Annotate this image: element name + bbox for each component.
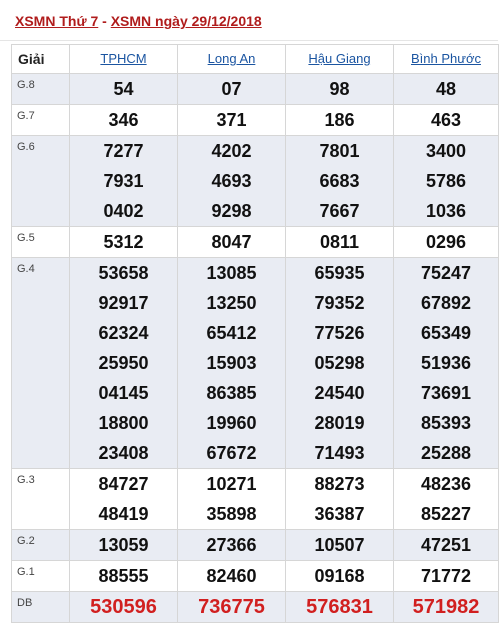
prize-number: 79352	[314, 293, 365, 313]
prize-cell	[70, 74, 178, 105]
prize-row-g1	[12, 561, 499, 592]
province-link-hau-giang[interactable]: Hậu Giang	[308, 51, 371, 66]
prize-label: G.2	[12, 530, 70, 561]
prize-cell	[286, 592, 394, 623]
prize-number: 04145	[98, 383, 149, 403]
prize-number: 65412	[206, 323, 257, 343]
prize-number: 463	[430, 110, 462, 130]
prize-cell	[70, 105, 178, 136]
prize-cell	[394, 227, 499, 258]
prize-number: 186	[324, 110, 355, 130]
prize-number: 4202	[211, 141, 252, 161]
prize-number: 27366	[206, 535, 257, 555]
prize-cell	[286, 561, 394, 592]
prize-number: 9298	[211, 201, 252, 221]
prize-cell	[286, 469, 394, 530]
prize-label: G.3	[12, 469, 70, 530]
prize-number: 24540	[314, 383, 365, 403]
prize-cell	[286, 136, 394, 227]
province-header-binh-phuoc	[394, 45, 499, 74]
prize-number: 15903	[206, 353, 257, 373]
prize-number: 82460	[206, 566, 257, 586]
prize-number: 48236	[420, 474, 472, 494]
prize-cell	[70, 136, 178, 227]
prize-row-db	[12, 592, 499, 623]
prize-number: 18800	[98, 413, 149, 433]
prize-number: 85227	[420, 504, 472, 524]
province-header-tphcm	[70, 45, 178, 74]
prize-cell	[178, 105, 286, 136]
prize-cell	[178, 136, 286, 227]
prize-cell	[394, 105, 499, 136]
header-row	[12, 45, 499, 74]
prize-number: 19960	[206, 413, 257, 433]
prize-number: 35898	[206, 504, 257, 524]
prize-number: 7801	[319, 141, 360, 161]
prize-number: 6683	[319, 171, 360, 191]
prize-number: 13250	[206, 293, 257, 313]
province-header-long-an	[178, 45, 286, 74]
prize-row-g5	[12, 227, 499, 258]
prize-label: DB	[12, 592, 70, 623]
xsmn-date-link[interactable]: XSMN ngày 29/12/2018	[110, 13, 262, 29]
prize-label: G.6	[12, 136, 70, 227]
prize-cell	[178, 561, 286, 592]
prize-number: 09168	[314, 566, 365, 586]
prize-number: 0402	[103, 201, 144, 221]
prize-number: 0811	[319, 232, 360, 252]
prize-number: 88555	[98, 566, 149, 586]
prize-number: 65935	[314, 263, 365, 283]
results-title	[15, 13, 262, 29]
prize-number: 5312	[103, 232, 144, 252]
prize-number: 7931	[103, 171, 144, 191]
prize-number: 13085	[206, 263, 257, 283]
prize-number: 3400	[425, 141, 467, 161]
prize-number: 54	[113, 79, 134, 99]
prize-number: 86385	[206, 383, 257, 403]
prize-cell	[394, 592, 499, 623]
prize-number: 84727	[98, 474, 149, 494]
prize-number: 7667	[319, 201, 360, 221]
prize-number: 47251	[420, 535, 472, 555]
prize-number: 7277	[103, 141, 144, 161]
prize-number: 576831	[306, 596, 373, 618]
prize-row-g2	[12, 530, 499, 561]
prize-number: 5786	[425, 171, 467, 191]
prize-number: 36387	[314, 504, 365, 524]
prize-row-g3	[12, 469, 499, 530]
prize-cell	[286, 530, 394, 561]
prize-cell	[178, 258, 286, 469]
prize-number: 67672	[206, 443, 257, 463]
prize-cell	[178, 592, 286, 623]
prize-cell	[70, 592, 178, 623]
prize-number: 25950	[98, 353, 149, 373]
title-separator: -	[102, 13, 107, 29]
province-link-binh-phuoc[interactable]: Bình Phước	[411, 51, 481, 66]
prize-number: 88273	[314, 474, 365, 494]
prize-label: G.5	[12, 227, 70, 258]
prize-label: G.8	[12, 74, 70, 105]
prize-number: 10271	[206, 474, 257, 494]
prize-number: 23408	[98, 443, 149, 463]
prize-cell	[178, 74, 286, 105]
results-table	[11, 44, 499, 623]
province-link-tphcm[interactable]: TPHCM	[100, 51, 147, 66]
prize-number: 736775	[198, 596, 265, 618]
prize-number: 0296	[425, 232, 467, 252]
prize-row-g4	[12, 258, 499, 469]
prize-number: 8047	[211, 232, 252, 252]
prize-number: 4693	[211, 171, 252, 191]
prize-cell	[70, 530, 178, 561]
prize-cell	[70, 561, 178, 592]
prize-number: 25288	[420, 443, 472, 463]
prize-cell	[70, 469, 178, 530]
prize-label: G.1	[12, 561, 70, 592]
prize-number: 1036	[425, 201, 467, 221]
prize-number: 371	[216, 110, 247, 130]
prize-cell	[394, 530, 499, 561]
prize-cell	[178, 530, 286, 561]
prize-number: 77526	[314, 323, 365, 343]
title-bar	[0, 0, 498, 41]
prize-number: 10507	[314, 535, 365, 555]
prize-number: 28019	[314, 413, 365, 433]
prize-cell	[394, 136, 499, 227]
prize-number: 07	[221, 79, 242, 99]
prize-cell	[286, 74, 394, 105]
prize-number: 13059	[98, 535, 149, 555]
prize-cell	[178, 469, 286, 530]
prize-cell	[286, 258, 394, 469]
prize-number: 71772	[420, 566, 472, 586]
xsmn-weekday-link[interactable]: XSMN Thứ 7	[15, 13, 99, 29]
prize-cell	[394, 469, 499, 530]
prize-number: 75247	[420, 263, 472, 283]
prize-cell	[394, 74, 499, 105]
prize-cell	[394, 258, 499, 469]
prize-cell	[394, 561, 499, 592]
prize-number: 67892	[420, 293, 472, 313]
prize-number: 48419	[98, 504, 149, 524]
prize-number: 85393	[420, 413, 472, 433]
prize-label: G.7	[12, 105, 70, 136]
prize-rows	[12, 74, 499, 623]
prize-row-g8	[12, 74, 499, 105]
prize-cell	[70, 258, 178, 469]
prize-number: 73691	[420, 383, 472, 403]
prize-cell	[286, 227, 394, 258]
prize-number: 571982	[412, 596, 480, 618]
prize-number: 65349	[420, 323, 472, 343]
prize-row-g7	[12, 105, 499, 136]
prize-row-g6	[12, 136, 499, 227]
province-link-long-an[interactable]: Long An	[207, 51, 256, 66]
prize-number: 98	[329, 79, 350, 99]
prize-number: 51936	[420, 353, 472, 373]
prize-number: 346	[108, 110, 139, 130]
prize-number: 530596	[90, 596, 157, 618]
prize-number: 05298	[314, 353, 365, 373]
prize-cell	[286, 105, 394, 136]
prize-cell	[70, 227, 178, 258]
province-header-hau-giang	[286, 45, 394, 74]
prize-label: G.4	[12, 258, 70, 469]
prize-number: 92917	[98, 293, 149, 313]
prize-column-header: Giải	[12, 45, 70, 74]
prize-number: 53658	[98, 263, 149, 283]
prize-number: 71493	[314, 443, 365, 463]
prize-number: 62324	[98, 323, 149, 343]
prize-cell	[178, 227, 286, 258]
prize-number: 48	[435, 79, 457, 99]
